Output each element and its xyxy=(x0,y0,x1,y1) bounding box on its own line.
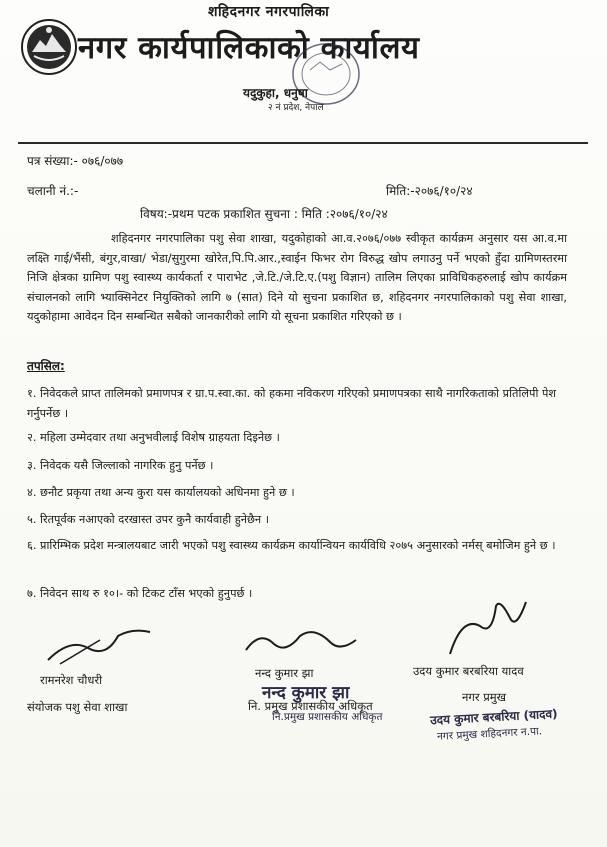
letter-number: पत्र संख्या:- ०७६/०७७ xyxy=(27,154,124,168)
letter-date: मिति:-२०७६/१०/२४ xyxy=(386,184,473,198)
middle-signature-scribble xyxy=(240,622,360,662)
right-signatory-name: उदय कुमार बरबरिया यादव xyxy=(413,664,524,678)
note-item: १. निवेदकले प्राप्त तालिमको प्रमाणपत्र र ग्रा.प.स्वा.का. को हकमा नविकरण गरिएको प्रमाणपत्रका साथै नागरिकताको प्रतिलिपी पेश गर्नुपर्नेछ । xyxy=(27,387,557,420)
office-province: २ नं प्रदेश, नेपाल xyxy=(268,103,324,113)
middle-signatory-title: नि. प्रमुख प्रशासकीय अधिकृत xyxy=(248,699,373,713)
office-title: नगर कार्यपालिकाको कार्यालय xyxy=(78,30,420,66)
middle-stamp-title: नि.प्रमुख प्रशासकीय अधिकृत xyxy=(272,711,383,723)
municipality-name: शहिदनगर नगरपालिका xyxy=(208,4,330,20)
middle-stamp-name: नन्द कुमार झा xyxy=(262,683,350,703)
note-item: ६. प्रारिम्भिक प्रदेश मन्त्रालयबाट जारी भएको पशु स्वास्थ्य कार्यक्रम कार्यान्वियन कार्यविधि २०७५ अनुसारको नर्मस् बमोजिम हुने छ । xyxy=(27,539,556,552)
note-item: ४. छनौट प्रकृया तथा अन्य कुरा यस कार्यालयको अधिनमा हुने छ । xyxy=(27,486,295,499)
header-divider xyxy=(18,142,588,144)
right-signature-scribble xyxy=(440,596,530,660)
left-signatory-name: रामनरेश चौधरी xyxy=(40,673,103,687)
left-signatory-title: संयोजक पशु सेवा शाखा xyxy=(27,700,128,714)
office-address: यदुकुहा, धनुषा xyxy=(243,86,308,100)
notes-heading: तपसिल: xyxy=(27,359,65,373)
notice-body: शहिदनगर नगरपालिका पशु सेवा शाखा, यदुकोहाको आ.व.२०७६/०७७ स्वीकृत कार्यक्रम अनुसार यस आ.व.मा लक्ष्ति गाई/भैंसी, बंगुर,वाखा/ भेडा/सुगुरमा खोरेत,पि.पि.आर.,स्वाईन फिभर रोग विरुद्ध खोप लगाउनु पर्ने भएको हुँदा ग्रामिणस्तरमा निजि क्षेत्रका ग्रामिण पशु स्वास्थ्य कार्यकर्ता र पाराभेट ,जे.टि./जे.टि.ए.(पशु विज्ञान) तालिम लिएका प्राविधिकहरुलाई खोप कार्यक्रम संचालनको लागि भ्याक्सिनेटर नियुक्तिको लागि ७ (सात) दिने यो सुचना प्रकाशित छ, शहिदनगर नगरपालिकाको पशु सेवा शाखा, यदुकोहामा आवेदन दिन सम्बन्धित सबैको जानकारीको लागि यो सूचना प्रकाशित गरिएको छ । xyxy=(27,232,567,324)
note-item: ५. रितपूर्वक नआएको दरखास्त उपर कुनै कार्यवाही हुनेछैन । xyxy=(27,513,270,526)
subject-line: विषय:-प्रथम पटक प्रकाशित सुचना : मिति :२०७६/१०/२४ xyxy=(140,207,388,221)
note-item: ७. निवेदन साथ रु १०।- को टिकट टाँस भएको हुनुपर्छ । xyxy=(27,587,253,600)
dispatch-number: चलानी नं.:- xyxy=(27,184,79,198)
government-emblem-logo xyxy=(20,18,78,76)
note-item: ३. निवेदक यसै जिल्लाको नागरिक हुनु पर्नेछ । xyxy=(27,459,214,472)
note-item: २. महिला उम्मेदवार तथा अनुभवीलाई विशेष ग्राहयता दिइनेछ । xyxy=(27,431,280,444)
middle-signatory-name: नन्द कुमार झा xyxy=(255,666,314,680)
left-signature-scribble xyxy=(40,618,160,668)
right-stamp-title: नगर प्रमुख शहिदनगर न.पा. xyxy=(436,725,543,743)
right-signatory-title: नगर प्रमुख xyxy=(462,690,507,704)
right-stamp-name: उदय कुमार बरबरिया (यादव) xyxy=(429,706,558,728)
